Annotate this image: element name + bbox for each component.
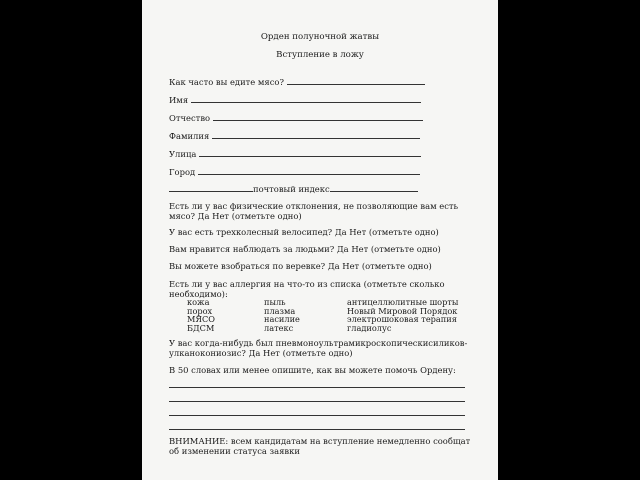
field-postal: [169, 183, 418, 194]
question-tricycle: У вас есть трехколесный велосипед? Да Нет (отметьте одно): [169, 227, 439, 237]
field-patronymic-label: Отчество: [169, 113, 211, 123]
field-street: [169, 148, 421, 159]
field-patronymic: [169, 112, 423, 123]
allergy-item[interactable]: латекс: [264, 322, 294, 333]
allergy-item[interactable]: электрошоковая терапия: [347, 314, 457, 325]
field-patronymic-blank[interactable]: [213, 112, 423, 121]
field-city-label: Город: [169, 167, 196, 177]
answer-line[interactable]: [169, 429, 465, 430]
field-surname-blank[interactable]: [212, 130, 420, 139]
field-city-blank[interactable]: [198, 166, 420, 175]
allergy-item[interactable]: пыль: [264, 297, 286, 307]
field-postal-blank[interactable]: [330, 183, 418, 192]
field-postal-label: почтовый индекс: [253, 184, 330, 194]
field-name-blank[interactable]: [191, 94, 421, 103]
field-postal-pre-blank[interactable]: [169, 183, 253, 192]
question-allergy: Есть ли у вас аллергия на что-то из списка (отметьте сколько необходимо):: [169, 279, 445, 299]
answer-line[interactable]: [169, 415, 465, 416]
field-meat-blank[interactable]: [287, 76, 425, 85]
form-page: [142, 0, 498, 480]
allergy-item[interactable]: плазма: [264, 305, 296, 316]
allergy-item[interactable]: МЯСО: [187, 314, 215, 325]
question-rope: Вы можете взобраться по веревке? Да Нет (отметьте одно): [169, 261, 432, 271]
field-meat: [169, 76, 425, 87]
question-help: В 50 словах или менее опишите, как вы можете помочь Ордену:: [169, 365, 456, 375]
field-name: [169, 94, 421, 105]
allergy-item[interactable]: Новый Мировой Порядок: [347, 305, 458, 316]
allergy-item[interactable]: порох: [187, 305, 213, 316]
field-street-blank[interactable]: [199, 148, 421, 157]
question-pneumo: У вас когда-нибудь был пневмоноультрамикроскопическисиликов-улканокониозис? Да Нет (отметьте одно): [169, 338, 468, 358]
allergy-item[interactable]: гладиолус: [347, 322, 392, 333]
allergy-item[interactable]: антицеллюлитные шорты: [347, 297, 459, 307]
allergy-item[interactable]: кожа: [187, 297, 210, 307]
notice-text: ВНИМАНИЕ: всем кандидатам на вступление немедленно сообщат об изменении статуса заявки: [169, 436, 471, 456]
field-name-label: Имя: [169, 95, 189, 105]
field-street-label: Улица: [169, 149, 197, 159]
form-subtitle: Вступление в ложу: [276, 50, 364, 60]
field-surname: [169, 130, 420, 141]
allergy-item[interactable]: БДСМ: [187, 322, 215, 333]
field-surname-label: Фамилия: [169, 131, 210, 141]
field-meat-label: Как часто вы едите мясо?: [169, 77, 284, 87]
form-title: Орден полуночной жатвы: [260, 32, 380, 42]
answer-line[interactable]: [169, 401, 465, 402]
answer-line[interactable]: [169, 387, 465, 388]
allergy-item[interactable]: насилие: [264, 314, 300, 325]
field-city: [169, 166, 420, 177]
question-physical: Есть ли у вас физические отклонения, не позволяющие вам есть мясо? Да Нет (отметьте одно): [169, 201, 459, 221]
question-watching: Вам нравится наблюдать за людьми? Да Нет (отметьте одно): [169, 244, 441, 254]
